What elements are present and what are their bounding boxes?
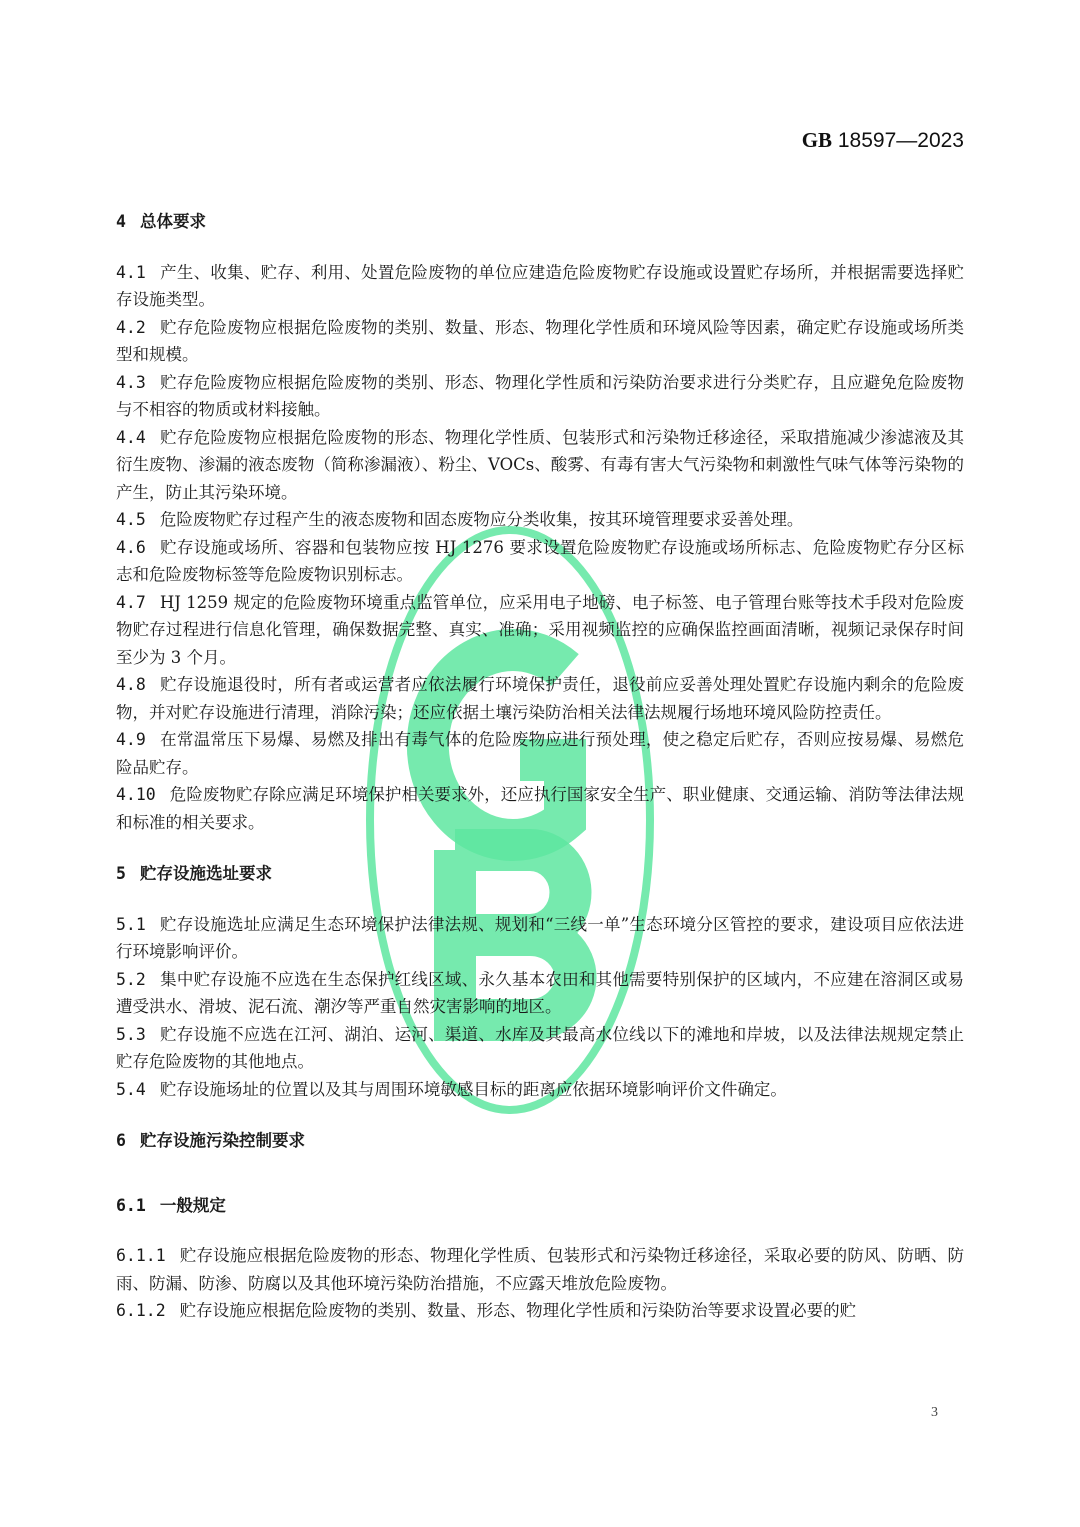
clause [116, 726, 964, 781]
document-body [116, 208, 964, 1325]
section-heading-4 [116, 208, 964, 236]
clause-text: 贮存危险废物应根据危险废物的类别、数量、形态、物理化学性质和环境风险等因素，确定贮存设施或场所类型和规模。 [116, 317, 964, 364]
clause-text: 在常温常压下易爆、易燃及排出有毒气体的危险废物应进行预处理，使之稳定后贮存，否则应按易爆、易燃危险品贮存。 [116, 730, 964, 777]
clause [116, 314, 964, 369]
clause [116, 1076, 964, 1104]
clause-number: 5.3 [116, 1024, 146, 1044]
clause-text: 贮存设施或场所、容器和包装物应按 HJ 1276 要求设置危险废物贮存设施或场所标志、危险废物贮存分区标志和危险废物标签等危险废物识别标志。 [116, 537, 964, 584]
section-number: 4 [116, 212, 126, 231]
spacer [116, 1178, 964, 1192]
subsection-number: 6.1 [116, 1195, 146, 1215]
section-6-clauses [116, 1242, 964, 1325]
clause [116, 369, 964, 424]
subsection-heading-6-1 [116, 1192, 964, 1220]
clause-number: 4.4 [116, 427, 146, 447]
clause [116, 589, 964, 672]
clause-number: 4.1 [116, 262, 146, 282]
standard-prefix: GB [801, 128, 833, 152]
section-number: 5 [116, 864, 126, 883]
clause [116, 966, 964, 1021]
clause [116, 1021, 964, 1076]
section-5-clauses [116, 911, 964, 1104]
clause-text: HJ 1259 规定的危险废物环境重点监管单位，应采用电子地磅、电子标签、电子管理台账等技术手段对危险废物贮存过程进行信息化管理，确保数据完整、真实、准确；采用视频监控的应确保监控画面清晰，视频记录保存时间至少为 3 个月。 [116, 592, 964, 667]
clause-text: 贮存危险废物应根据危险废物的类别、形态、物理化学性质和污染防治要求进行分类贮存，且应避免危险废物与不相容的物质或材料接触。 [116, 372, 964, 419]
clause [116, 911, 964, 966]
clause [116, 1242, 964, 1297]
standard-number: 18597—2023 [837, 129, 964, 152]
clause-number: 6.1.1 [116, 1246, 166, 1265]
clause-text: 贮存设施场址的位置以及其与周围环境敏感目标的距离应依据环境影响评价文件确定。 [159, 1079, 787, 1099]
clause-number: 5.4 [116, 1079, 146, 1099]
section-heading-5 [116, 860, 964, 888]
clause-number: 5.1 [116, 914, 146, 934]
clause-text: 危险废物贮存除应满足环境保护相关要求外，还应执行国家安全生产、职业健康、交通运输、消防等法律法规和标准的相关要求。 [116, 785, 964, 832]
spacer [116, 1103, 964, 1127]
clause-text: 贮存设施应根据危险废物的类别、数量、形态、物理化学性质和污染防治等要求设置必要的贮 [179, 1301, 857, 1320]
clause-number: 4.3 [116, 372, 146, 392]
clause-number: 4.10 [116, 785, 156, 804]
clause-text: 产生、收集、贮存、利用、处置危险废物的单位应建造危险废物贮存设施或设置贮存场所，并根据需要选择贮存设施类型。 [116, 262, 964, 309]
clause [116, 506, 964, 534]
section-heading-6 [116, 1127, 964, 1155]
clause-text: 贮存设施选址应满足生态环境保护法律法规、规划和“三线一单”生态环境分区管控的要求，建设项目应依法进行环境影响评价。 [116, 914, 964, 961]
section-4-clauses [116, 259, 964, 837]
clause [116, 534, 964, 589]
clause [116, 424, 964, 507]
clause [116, 259, 964, 314]
clause-number: 5.2 [116, 969, 146, 989]
clause-number: 4.5 [116, 510, 146, 529]
standard-code [802, 128, 964, 153]
clause-number: 4.2 [116, 317, 146, 337]
clause-number: 4.7 [116, 592, 146, 612]
clause-number: 4.6 [116, 537, 146, 557]
clause [116, 1297, 964, 1325]
clause-text: 集中贮存设施不应选在生态保护红线区域、永久基本农田和其他需要特别保护的区域内，不应建在溶洞区或易遭受洪水、滑坡、泥石流、潮汐等严重自然灾害影响的地区。 [116, 969, 964, 1016]
clause-number: 6.1.2 [116, 1301, 166, 1320]
section-title: 总体要求 [139, 212, 206, 231]
clause-text: 贮存设施应根据危险废物的形态、物理化学性质、包装形式和污染物迁移途径，采取必要的防风、防晒、防雨、防漏、防渗、防腐以及其他环境污染防治措施，不应露天堆放危险废物。 [116, 1246, 964, 1293]
page-number: 3 [931, 1405, 938, 1420]
clause-number: 4.9 [116, 730, 146, 749]
clause-text: 危险废物贮存过程产生的液态废物和固态废物应分类收集，按其环境管理要求妥善处理。 [159, 510, 804, 529]
spacer [116, 836, 964, 860]
clause-number: 4.8 [116, 675, 146, 694]
clause-text: 贮存设施不应选在江河、湖泊、运河、渠道、水库及其最高水位线以下的滩地和岸坡，以及法律法规规定禁止贮存危险废物的其他地点。 [116, 1024, 964, 1071]
subsection-title: 一般规定 [159, 1195, 226, 1215]
clause [116, 671, 964, 726]
section-number: 6 [116, 1131, 126, 1150]
clause-text: 贮存危险废物应根据危险废物的形态、物理化学性质、包装形式和污染物迁移途径，采取措施减少渗滤液及其衍生废物、渗漏的液态废物（简称渗漏液）、粉尘、VOCs、酸雾、有毒有害大气污染物和刺激性气味气体等污染物的产生，防止其污染环境。 [116, 427, 964, 502]
clause [116, 781, 964, 836]
section-title: 贮存设施选址要求 [139, 864, 272, 883]
clause-text: 贮存设施退役时，所有者或运营者应依法履行环境保护责任，退役前应妥善处理处置贮存设施内剩余的危险废物，并对贮存设施进行清理，消除污染；还应依据土壤污染防治相关法律法规履行场地环境风险防控责任。 [116, 675, 964, 722]
section-title: 贮存设施污染控制要求 [139, 1131, 305, 1150]
